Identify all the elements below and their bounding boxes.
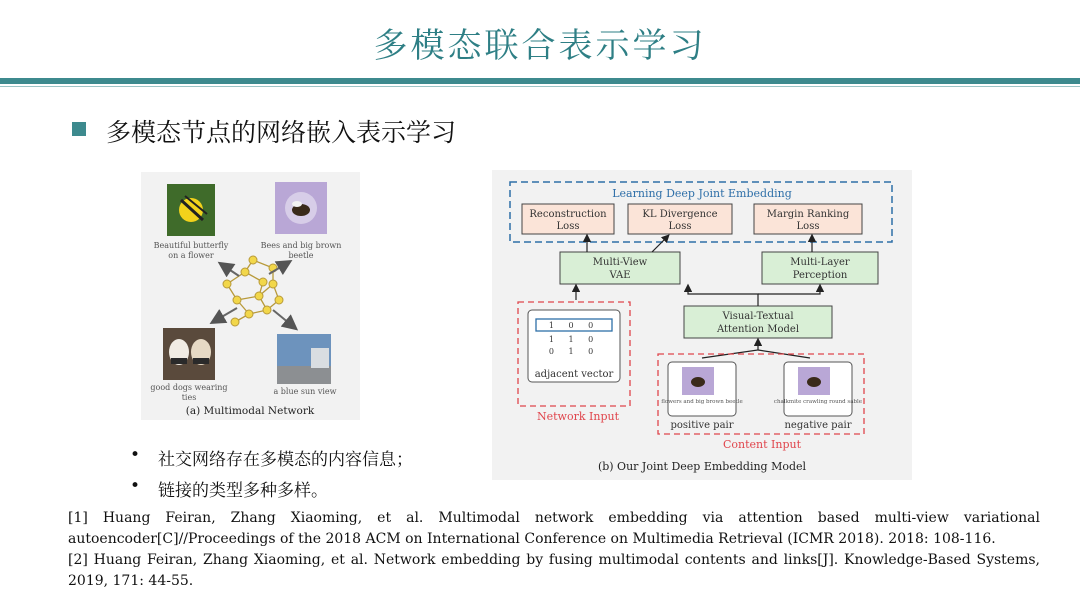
bullet-item: • 社交网络存在多模态的内容信息；	[130, 445, 413, 467]
photo-label: Bees and big brown	[260, 241, 342, 250]
svg-text:Multi-Layer: Multi-Layer	[790, 257, 850, 268]
bullet-list	[90, 445, 413, 507]
title-divider-thin	[0, 86, 1080, 87]
svg-text:Loss: Loss	[556, 221, 580, 232]
svg-text:VAE: VAE	[609, 270, 631, 281]
photo-label: ties	[181, 393, 197, 402]
multiview-vae-box	[560, 252, 680, 284]
figure-joint-embedding-model	[492, 170, 912, 480]
bee-flower-photo	[275, 182, 327, 234]
butterfly-photo	[167, 184, 215, 236]
section-heading: 多模态节点的网络嵌入表示学习	[106, 118, 457, 147]
svg-text:0 1 0: 0 1 0	[548, 347, 600, 356]
svg-text:Reconstruction: Reconstruction	[529, 209, 607, 220]
photo-label: Beautiful butterfly	[153, 241, 229, 250]
svg-text:Visual-Textual: Visual-Textual	[722, 311, 794, 322]
reconstruction-loss-box	[522, 204, 614, 234]
svg-text:KL Divergence: KL Divergence	[642, 209, 718, 220]
negative-pair-card	[774, 362, 862, 431]
network-input-label: Network Input	[537, 410, 619, 423]
margin-ranking-loss-box	[754, 204, 862, 234]
positive-pair-card	[661, 362, 743, 431]
slide-title: 多模态联合表示学习	[373, 26, 707, 66]
svg-text:flowers and big brown beetle: flowers and big brown beetle	[661, 399, 743, 405]
content-input-label: Content Input	[722, 438, 802, 451]
svg-text:Perception: Perception	[792, 270, 848, 281]
svg-text:negative pair: negative pair	[784, 420, 852, 431]
svg-text:Attention Model: Attention Model	[716, 324, 800, 335]
adjacent-vector-card	[528, 310, 620, 382]
kl-divergence-loss-box	[628, 204, 732, 234]
svg-text:1 0 0: 1 0 0	[548, 321, 600, 330]
figure-multimodal-network	[141, 172, 360, 420]
svg-text:positive pair: positive pair	[670, 420, 734, 431]
svg-text:chalkmite crawling round sable: chalkmite crawling round sable	[773, 399, 863, 405]
svg-text:Multi-View: Multi-View	[592, 257, 648, 268]
figure-a-caption: (a) Multimodal Network	[185, 405, 315, 417]
figure-b-caption: (b) Our Joint Deep Embedding Model	[597, 460, 807, 473]
title-divider	[0, 78, 1080, 84]
reference-item: [1] Huang Feiran, Zhang Xiaoming, et al. Multimodal network embedding via attention based multi-view variational autoencoder[C]//Proceedings of the 2018 ACM on International Conference on Multimedia Retrieval (ICMR 2018). 2018: 108-116.	[68, 510, 1040, 547]
reference-item: [2] Huang Feiran, Zhang Xiaoming, et al. Network embedding by fusing multimodal contents and links[J]. Knowledge-Based Systems, 2019, 171: 44-55.	[68, 552, 1040, 589]
svg-text:Margin Ranking: Margin Ranking	[766, 209, 850, 220]
svg-text:1 1 0: 1 1 0	[548, 335, 600, 344]
svg-text:Loss: Loss	[796, 221, 820, 232]
photo-label: beetle	[288, 251, 314, 260]
attention-model-box	[684, 306, 832, 338]
svg-text:adjacent vector: adjacent vector	[534, 369, 614, 380]
svg-text:Loss: Loss	[668, 221, 692, 232]
square-bullet-icon	[72, 122, 86, 136]
references	[68, 508, 1040, 592]
joint-embedding-label: Learning Deep Joint Embedding	[612, 187, 792, 200]
photo-label: good dogs wearing	[150, 383, 228, 392]
graph-arrows	[213, 262, 295, 328]
bullet-item: • 链接的类型多种多样。	[130, 476, 413, 498]
dogs-photo	[163, 328, 215, 380]
photo-label: a blue sun view	[273, 387, 337, 396]
blue-sky-photo	[277, 334, 331, 384]
multi-layer-perception-box	[762, 252, 878, 284]
photo-label: on a flower	[168, 251, 214, 260]
